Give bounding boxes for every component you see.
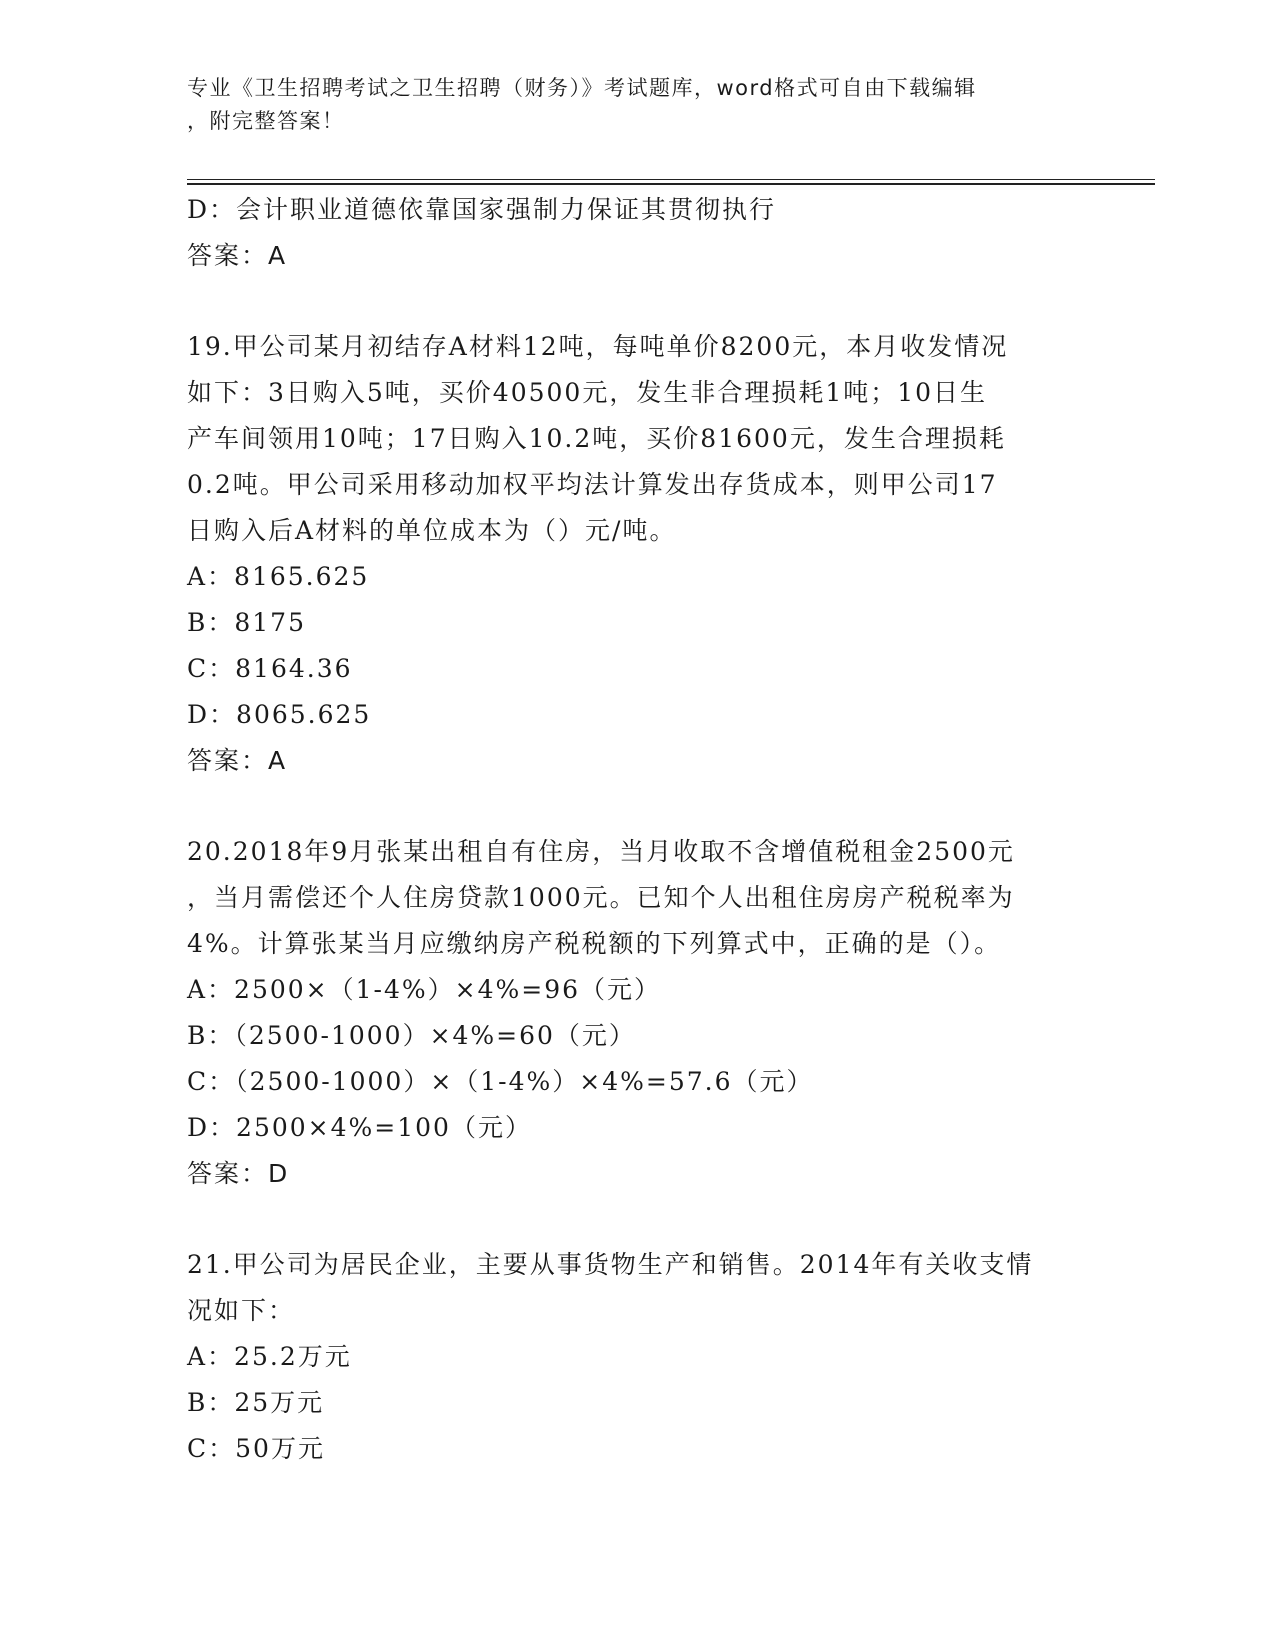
q21-stem-line: 21.甲公司为居民企业，主要从事货物生产和销售。2014年有关收支情 <box>187 1250 1034 1279</box>
spacer <box>187 784 1087 829</box>
q19-stem-line: 如下：3日购入5吨，买价40500元，发生非合理损耗1吨；10日生 <box>187 378 988 407</box>
q20-option-b: B：（2500-1000）×4%=60（元） <box>187 1021 636 1050</box>
question-20 <box>187 829 1087 1197</box>
q19-option-c: C：8164.36 <box>187 654 353 683</box>
q19-option-a: A：8165.625 <box>187 562 370 591</box>
header-divider-thin <box>187 179 1155 180</box>
q21-option-c: C：50万元 <box>187 1434 325 1463</box>
q21-stem-line: 况如下： <box>187 1296 296 1325</box>
q20-option-c: C：（2500-1000）×（1-4%）×4%=57.6（元） <box>187 1067 814 1096</box>
question-19 <box>187 324 1087 784</box>
question-content <box>187 187 1087 1472</box>
q18-answer: 答案：A <box>187 241 288 270</box>
q19-stem-line: 产车间领用10吨；17日购入10.2吨，买价81600元，发生合理损耗 <box>187 424 1006 453</box>
q21-option-a: A：25.2万元 <box>187 1342 352 1371</box>
document-header <box>187 72 1067 138</box>
q20-stem-line: ，当月需偿还个人住房贷款1000元。已知个人出租住房房产税税率为 <box>187 883 1015 912</box>
q19-stem-line: 日购入后A材料的单位成本为（）元/吨。 <box>187 516 677 545</box>
q19-stem-line: 0.2吨。甲公司采用移动加权平均法计算发出存货成本，则甲公司17 <box>187 470 998 499</box>
q18-option-d: D：会计职业道德依靠国家强制力保证其贯彻执行 <box>187 195 777 224</box>
header-divider-thick <box>187 183 1155 185</box>
q19-option-d: D：8065.625 <box>187 700 372 729</box>
question-18-tail <box>187 187 1087 279</box>
spacer <box>187 1197 1087 1242</box>
question-21 <box>187 1242 1087 1472</box>
q20-answer: 答案：D <box>187 1159 290 1188</box>
q20-option-d: D：2500×4%=100（元） <box>187 1113 532 1142</box>
q20-option-a: A：2500×（1-4%）×4%=96（元） <box>187 975 662 1004</box>
spacer <box>187 279 1087 324</box>
q19-answer: 答案：A <box>187 746 288 775</box>
q19-stem-line: 19.甲公司某月初结存A材料12吨，每吨单价8200元，本月收发情况 <box>187 332 1009 361</box>
q20-stem-line: 20.2018年9月张某出租自有住房，当月收取不含增值税租金2500元 <box>187 837 1015 866</box>
q20-stem-line: 4%。计算张某当月应缴纳房产税税额的下列算式中，正确的是（）。 <box>187 929 1002 958</box>
q21-option-b: B：25万元 <box>187 1388 325 1417</box>
header-line-1: 专业《卫生招聘考试之卫生招聘（财务）》考试题库，word格式可自由下载编辑 <box>187 76 977 100</box>
q19-option-b: B：8175 <box>187 608 306 637</box>
header-line-2: ，附完整答案！ <box>187 109 345 133</box>
